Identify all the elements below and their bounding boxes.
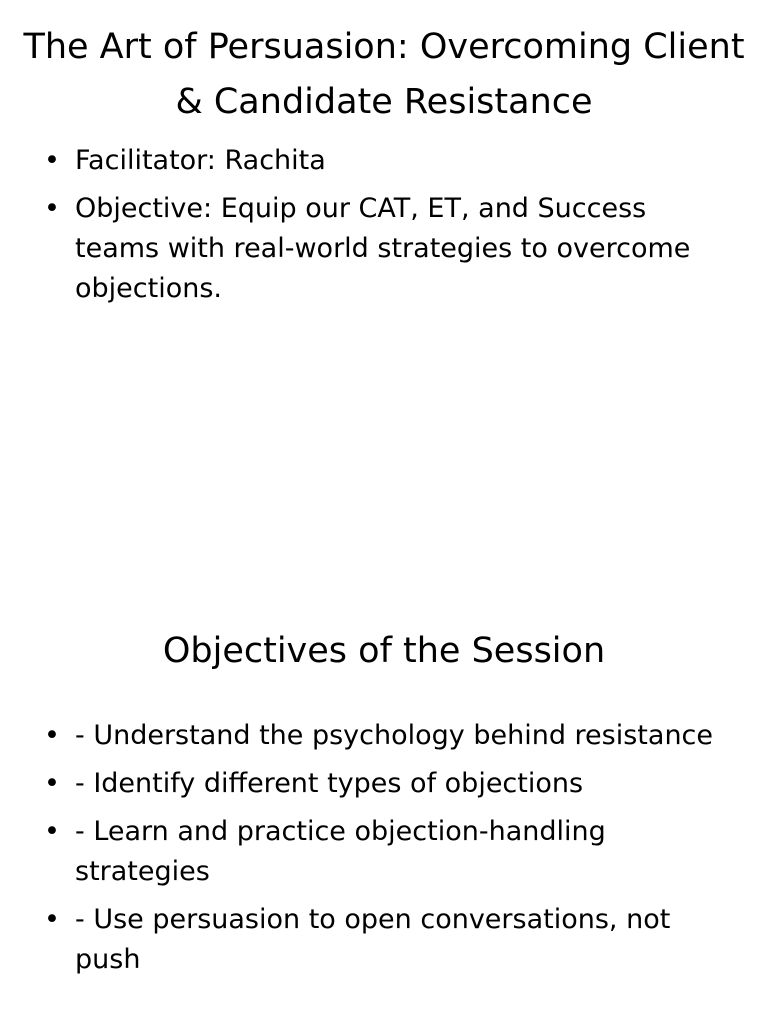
bullet-icon: • <box>44 720 60 751</box>
bullet-icon: • <box>44 145 60 176</box>
bullet-text: - Identify different types of objections <box>75 768 584 799</box>
slide-1-bullet-facilitator <box>44 141 734 181</box>
slide-1-title: The Art of Persuasion: Overcoming Client & Candidate Resistance <box>23 27 745 122</box>
bullet-text: Facilitator: Rachita <box>75 145 326 176</box>
bullet-text: - Use persuasion to open conversations, not push <box>75 904 671 975</box>
bullet-text: - Understand the psychology behind resistance <box>75 720 714 751</box>
slide-1-bullet-list <box>44 141 734 317</box>
bullet-icon: • <box>44 768 60 799</box>
slide-2-bullet-types <box>44 764 734 804</box>
bullet-text: Objective: Equip our CAT, ET, and Success teams with real-world strategies to overcome objections. <box>75 193 691 304</box>
slide-2-bullet-strategies <box>44 812 734 892</box>
slide-2-bullet-persuasion <box>44 900 734 980</box>
bullet-icon: • <box>44 816 60 847</box>
bullet-text: - Learn and practice objection-handling strategies <box>75 816 606 887</box>
slide-1-bullet-objective <box>44 189 734 309</box>
slide-2 <box>0 512 768 1024</box>
bullet-icon: • <box>44 193 60 224</box>
slide-2-title: Objectives of the Session <box>162 631 606 671</box>
slide-2-bullet-list <box>44 716 734 988</box>
bullet-icon: • <box>44 904 60 935</box>
slide-2-bullet-psychology <box>44 716 734 756</box>
